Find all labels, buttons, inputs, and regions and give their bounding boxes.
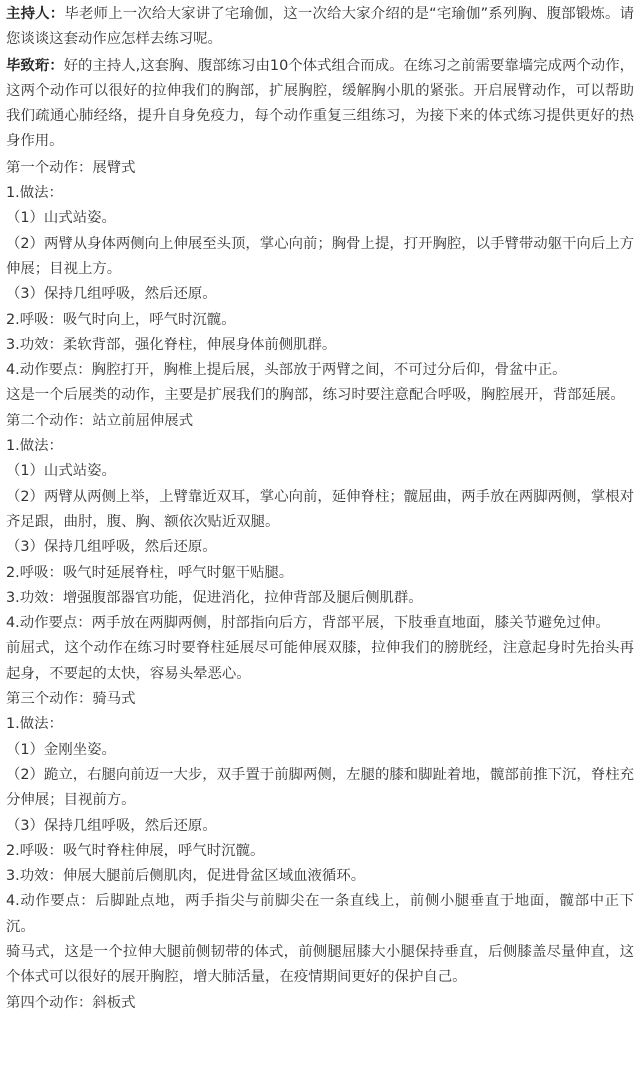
host-speaker-label: 主持人： xyxy=(6,6,65,22)
step-line: （2）跪立，右腿向前迈一大步，双手置于前脚两侧，左腿的膝和脚趾着地，髋部前推下沉，脊柱充分伸展；目视前方。 xyxy=(6,766,634,809)
section-heading-pose-1: 第一个动作：展臂式 xyxy=(6,159,136,176)
section-heading-pose-4: 第四个动作：斜板式 xyxy=(6,994,136,1011)
method-label: 1.做法： xyxy=(6,438,63,455)
step-line: （1）山式站姿。 xyxy=(6,463,116,480)
section-heading-pose-2: 第二个动作：站立前屈伸展式 xyxy=(6,412,194,429)
benefit-line: 3.功效：增强腹部器官功能，促进消化，拉伸背部及腿后侧肌群。 xyxy=(6,589,423,606)
key-points-line: 4.动作要点：胸腔打开，胸椎上提后展，头部放于两臂之间，不可过分后仰，骨盆中正。 xyxy=(6,362,567,379)
guest-speaker-label: 毕致珩： xyxy=(6,57,64,74)
step-line: （2）两臂从身体两侧向上伸展至头顶，掌心向前；胸骨上提，打开胸腔，以手臂带动躯干向后上方伸展；目视上方。 xyxy=(6,235,634,277)
step-line: （3）保持几组呼吸，然后还原。 xyxy=(6,539,217,556)
section-heading-pose-3: 第三个动作：骑马式 xyxy=(6,691,136,708)
method-label: 1.做法： xyxy=(6,716,63,733)
step-line: （1）金刚坐姿。 xyxy=(6,741,116,758)
benefit-line: 3.功效：柔软背部，强化脊柱，伸展身体前侧肌群。 xyxy=(6,336,337,353)
commentary-paragraph: 骑马式，这是一个拉伸大腿前侧韧带的体式，前侧腿屈膝大小腿保持垂直，后侧膝盖尽量伸直，这个体式可以很好的展开胸腔，增大肺活量，在疫情期间更好的保护自己。 xyxy=(6,943,634,986)
step-line: （2）两臂从两侧上举，上臂靠近双耳，掌心向前，延伸脊柱；髋屈曲，两手放在两脚两侧，掌根对齐足跟，曲肘，腹、胸、额依次贴近双腿。 xyxy=(6,488,634,530)
commentary-paragraph: 这是一个后展类的动作，主要是扩展我们的胸部，练习时要注意配合呼吸，胸腔展开，背部延展。 xyxy=(6,387,625,404)
guest-answer-text: 好的主持人,这套胸、腹部练习由10个体式组合而成。在练习之前需要靠墙完成两个动作，这两个动作可以很好的拉伸我们的胸部，扩展胸腔，缓解胸小肌的紧张。开启展臂动作，可以帮助我们疏通心肺经络，提升自身免疫力，每个动作重复三组练习，为接下来的体式练习提供更好的热身作用。 xyxy=(6,57,634,150)
breathing-line: 2.呼吸：吸气时脊柱伸展，呼气时沉髋。 xyxy=(6,842,265,859)
host-question-text: 毕老师上一次给大家讲了宅瑜伽，这一次给大家介绍的是“宅瑜伽”系列胸、腹部锻炼。请您谈谈这套动作应怎样去练习呢。 xyxy=(6,6,634,48)
breathing-line: 2.呼吸：吸气时向上，呼气时沉髋。 xyxy=(6,311,236,328)
benefit-line: 3.功效：伸展大腿前后侧肌肉，促进骨盆区域血液循环。 xyxy=(6,868,366,885)
guest-paragraph xyxy=(6,54,634,155)
method-label: 1.做法： xyxy=(6,185,63,202)
step-line: （1）山式站姿。 xyxy=(6,210,116,227)
breathing-line: 2.呼吸：吸气时延展脊柱，呼气时躯干贴腿。 xyxy=(6,564,294,581)
key-points-line: 4.动作要点：两手放在两脚两侧，肘部指向后方，背部平展，下肢垂直地面，膝关节避免过伸。 xyxy=(6,615,610,632)
step-line: （3）保持几组呼吸，然后还原。 xyxy=(6,286,217,303)
commentary-paragraph: 前屈式，这个动作在练习时要脊柱延展尽可能伸展双膝，拉伸我们的膀胱经，注意起身时先抬头再起身，不要起的太快，容易头晕恶心。 xyxy=(6,640,634,682)
key-points-line: 4.动作要点：后脚趾点地，两手指尖与前脚尖在一条直线上，前侧小腿垂直于地面，髋部中正下沉。 xyxy=(6,893,634,935)
step-line: （3）保持几组呼吸，然后还原。 xyxy=(6,817,217,834)
host-paragraph xyxy=(6,2,634,53)
